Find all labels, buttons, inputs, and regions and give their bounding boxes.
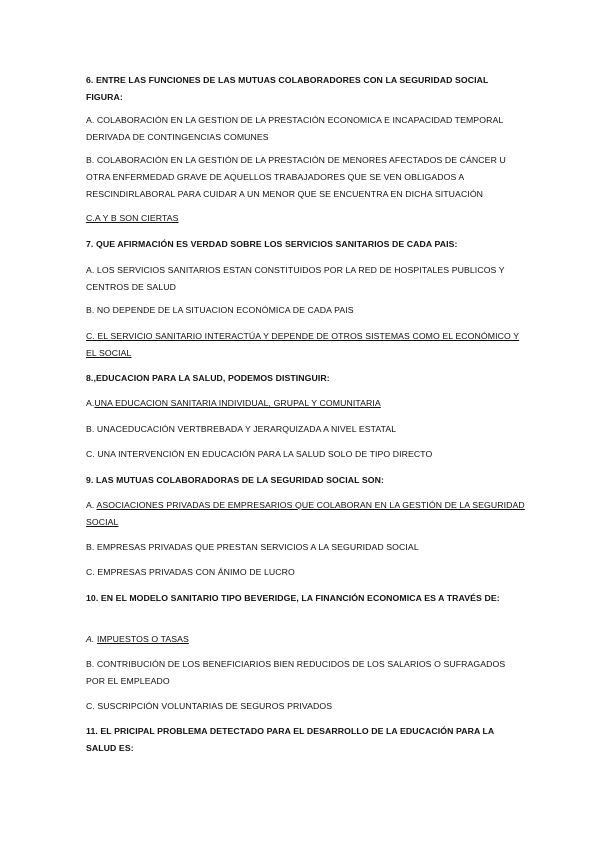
question-9-option-b: B. EMPRESAS PRIVADAS QUE PRESTAN SERVICIOS A LA SEGURIDAD SOCIAL (86, 542, 419, 552)
question-10-option-c: C. SUSCRIPCIÓN VOLUNTARIAS DE SEGUROS PRIVADOS (86, 701, 333, 711)
question-8-title: 8.,EDUCACION PARA LA SALUD, PODEMOS DISTINGUIR: (86, 373, 330, 383)
question-8-option-c: C. UNA INTERVENCIÓN EN EDUCACIÓN PARA LA SALUD SOLO DE TIPO DIRECTO (86, 449, 433, 459)
option-a-prefix: A. (86, 634, 95, 644)
question-8-answer: UNA EDUCACION SANITARIA INDIVIDUAL, GRUPAL Y COMUNITARIA (94, 398, 381, 408)
question-7-option-b: B. NO DEPENDE DE LA SITUACION ECONÓMICA DE CADA PAIS (86, 305, 354, 315)
question-8-option-b: B. UNACEDUCACIÓN VERTBREBADA Y JERARQUIZADA A NIVEL ESTATAL (86, 424, 397, 434)
question-9-title: 9. LAS MUTUAS COLABORADORAS DE LA SEGURIDAD SOCIAL SON: (86, 475, 384, 485)
question-9-option-a (86, 497, 526, 531)
option-a-prefix: A. (86, 500, 95, 510)
question-10-title: 10. EN EL MODELO SANITARIO TIPO BEVERIDGE, LA FINANCIÓN ECONOMICA ES A TRAVÉS DE: (86, 593, 500, 603)
question-7-option-c: C. EL SERVICIO SANITARIO INTERACTÚA Y DEPENDE DE OTROS SISTEMAS COMO EL ECONÓMICO Y EL SOCIAL (86, 331, 520, 358)
question-6-option-c: C.A Y B SON CIERTAS (86, 213, 179, 223)
question-6-option-b: B. COLABORACIÓN EN LA GESTIÓN DE LA PRESTACIÓN DE MENORES AFECTADOS DE CÁNCER U OTRA ENFERMEDAD GRAVE DE AQUELLOS TRABAJADORES QUE SE VEN OBLIGADOS A RESCINDIRLABORAL PARA CUIDAR A UN MENOR QUE SE ENCUENTRA EN DICHA SITUACIÓN (86, 155, 506, 199)
question-9-answer: ASOCIACIONES PRIVADAS DE EMPRESARIOS QUE COLABORAN EN LA GESTIÓN DE LA SEGURIDAD SOCIAL (86, 500, 525, 527)
question-7-title: 7. QUE AFIRMACIÓN ES VERDAD SOBRE LOS SERVICIOS SANITARIOS DE CADA PAIS: (86, 239, 458, 249)
question-6-title: 6. ENTRE LAS FUNCIONES DE LAS MUTUAS COLABORADORES CON LA SEGURIDAD SOCIAL FIGURA: (86, 75, 489, 102)
option-a-prefix: A. (86, 398, 95, 408)
question-11-title: 11. EL PRICIPAL PROBLEMA DETECTADO PARA EL DESARROLLO DE LA EDUCACIÓN PARA LA SALUD ES: (86, 726, 494, 753)
question-6-option-a: A. COLABORACIÓN EN LA GESTION DE LA PRESTACIÓN ECONOMICA E INCAPACIDAD TEMPORAL DERIVADA DE CONTINGENCIAS COMUNES (86, 115, 503, 142)
question-7-option-a: A. LOS SERVICIOS SANITARIOS ESTAN CONSTITUIDOS POR LA RED DE HOSPITALES PUBLICOS Y CENTROS DE SALUD (86, 265, 505, 292)
question-10-option-a (86, 631, 526, 648)
question-10-answer: IMPUESTOS O TASAS (96, 634, 189, 644)
question-10-option-b: B. CONTRIBUCIÓN DE LOS BENEFICIARIOS BIEN REDUCIDOS DE LOS SALARIOS O SUFRAGADOS POR EL EMPLEADO (86, 659, 506, 686)
question-9-option-c: C. EMPRESAS PRIVADAS CON ÁNIMO DE LUCRO (86, 567, 295, 577)
question-8-option-a (86, 395, 526, 412)
